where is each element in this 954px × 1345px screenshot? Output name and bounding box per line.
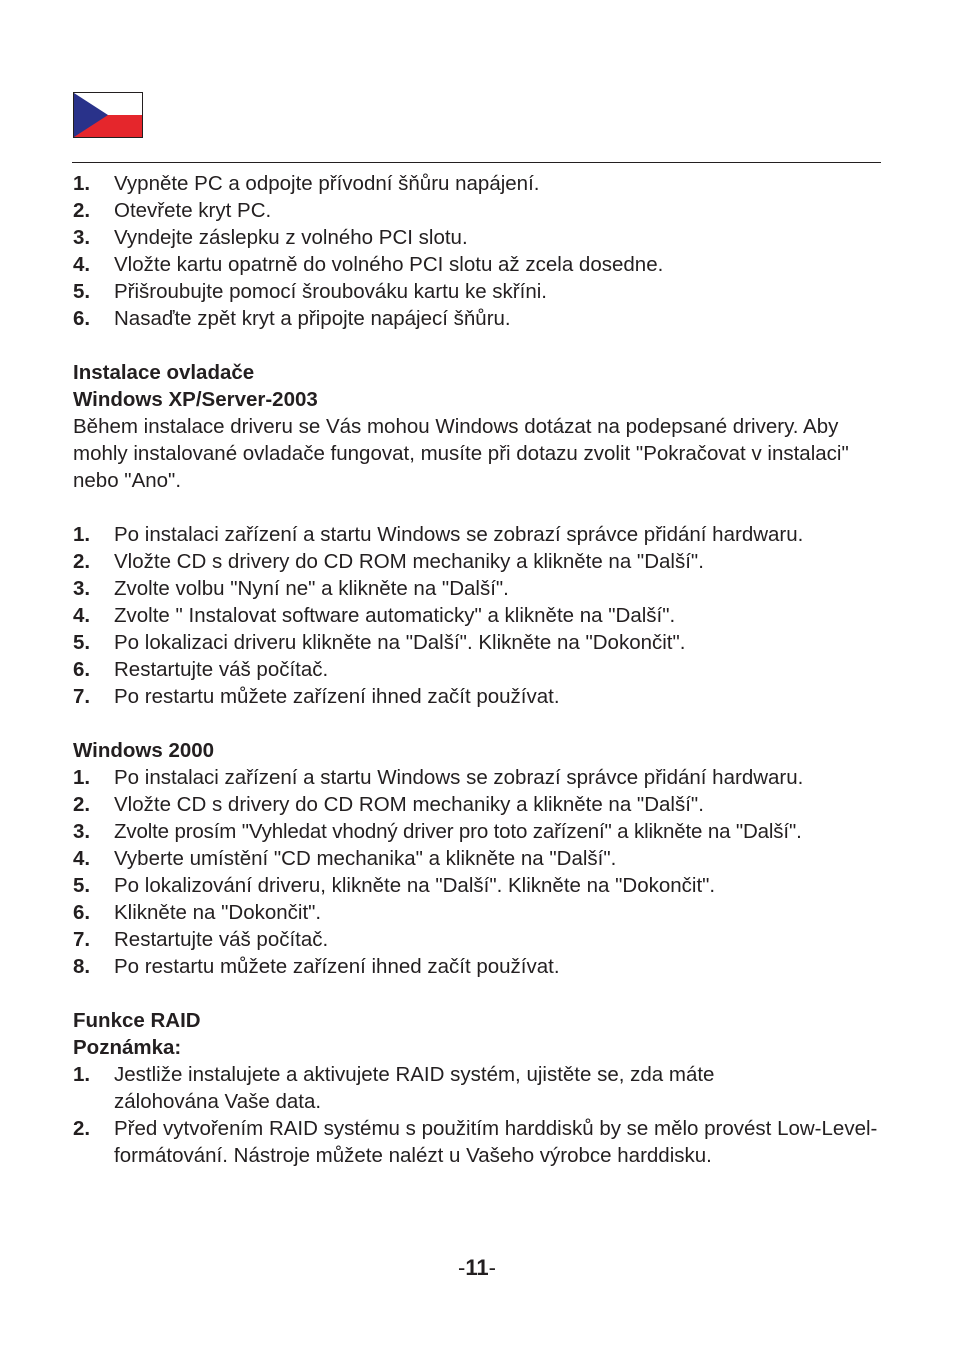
step-number: 3. bbox=[73, 226, 91, 249]
step-number: 4. bbox=[73, 253, 91, 276]
list-item bbox=[73, 629, 888, 656]
step-number: 6. bbox=[73, 658, 91, 681]
raid-heading: Funkce RAID bbox=[73, 1009, 201, 1032]
step-text: Zvolte prosím "Vyhledat vhodný driver pro toto zařízení" a klikněte na "Další". bbox=[114, 820, 802, 843]
step-number: 1. bbox=[73, 172, 91, 195]
step-number: 7. bbox=[73, 928, 91, 951]
step-text: Vložte CD s drivery do CD ROM mechaniky a klikněte na "Další". bbox=[114, 793, 704, 816]
list-item bbox=[73, 926, 888, 953]
windows-2000-heading: Windows 2000 bbox=[73, 739, 215, 762]
step-number: 2. bbox=[73, 550, 91, 573]
step-text: Před vytvořením RAID systému s použitím harddisků by se mělo provést Low-Level-formátování. Nástroje můžete nalézt u Vašeho výrobce harddisku. bbox=[114, 1117, 878, 1167]
hardware-install-steps bbox=[73, 170, 888, 332]
step-text: Vypněte PC a odpojte přívodní šňůru napájení. bbox=[114, 172, 540, 195]
step-number: 4. bbox=[73, 604, 91, 627]
list-item bbox=[73, 791, 888, 818]
step-number: 8. bbox=[73, 955, 91, 978]
windows-xp-steps bbox=[73, 521, 888, 710]
step-number: 3. bbox=[73, 577, 91, 600]
windows-2000-steps bbox=[73, 764, 888, 980]
step-text: Přišroubujte pomocí šroubováku kartu ke skříni. bbox=[114, 280, 547, 303]
list-item bbox=[73, 602, 888, 629]
list-item bbox=[73, 845, 888, 872]
czech-flag-icon bbox=[73, 92, 143, 138]
step-text: Nasaďte zpět kryt a připojte napájecí šňůru. bbox=[114, 307, 511, 330]
step-text: Vyndejte záslepku z volného PCI slotu. bbox=[114, 226, 468, 249]
step-text: Restartujte váš počítač. bbox=[114, 658, 329, 681]
list-item bbox=[73, 1061, 888, 1115]
step-number: 2. bbox=[73, 793, 91, 816]
step-text: Zvolte " Instalovat software automaticky" a klikněte na "Další". bbox=[114, 604, 676, 627]
step-number: 1. bbox=[73, 523, 91, 546]
list-item bbox=[73, 170, 888, 197]
list-item bbox=[73, 953, 888, 980]
list-item bbox=[73, 548, 888, 575]
step-number: 3. bbox=[73, 820, 91, 843]
step-text: Jestliže instalujete a aktivujete RAID systém, ujistěte se, zda máte zálohována Vaše data. bbox=[114, 1063, 721, 1113]
step-text: Po lokalizování driveru, klikněte na "Další". Klikněte na "Dokončit". bbox=[114, 874, 716, 897]
step-number: 5. bbox=[73, 631, 91, 654]
list-item bbox=[73, 305, 888, 332]
step-text: Klikněte na "Dokončit". bbox=[114, 901, 322, 924]
step-number: 1. bbox=[73, 766, 91, 789]
step-text: Po restartu můžete zařízení ihned začít používat. bbox=[114, 685, 560, 708]
step-number: 5. bbox=[73, 280, 91, 303]
list-item bbox=[73, 683, 888, 710]
step-text: Vyberte umístění "CD mechanika" a klikněte na "Další". bbox=[114, 847, 617, 870]
step-text: Vložte kartu opatrně do volného PCI slotu až zcela dosedne. bbox=[114, 253, 664, 276]
step-number: 7. bbox=[73, 685, 91, 708]
step-number: 1. bbox=[73, 1063, 91, 1086]
step-number: 2. bbox=[73, 1117, 91, 1140]
raid-notes bbox=[73, 1061, 888, 1169]
step-text: Po instalaci zařízení a startu Windows se zobrazí správce přidání hardwaru. bbox=[114, 523, 804, 546]
list-item bbox=[73, 224, 888, 251]
step-text: Otevřete kryt PC. bbox=[114, 199, 272, 222]
list-item bbox=[73, 521, 888, 548]
step-text: Zvolte volbu "Nyní ne" a klikněte na "Další". bbox=[114, 577, 509, 600]
list-item bbox=[73, 251, 888, 278]
step-text: Po instalaci zařízení a startu Windows se zobrazí správce přidání hardwaru. bbox=[114, 766, 804, 789]
windows-xp-heading: Windows XP/Server-2003 bbox=[73, 388, 318, 411]
list-item bbox=[73, 575, 888, 602]
step-text: Po restartu můžete zařízení ihned začít používat. bbox=[114, 955, 560, 978]
step-number: 6. bbox=[73, 901, 91, 924]
page-number: -11- bbox=[458, 1255, 496, 1280]
step-number: 2. bbox=[73, 199, 91, 222]
page-content bbox=[73, 170, 888, 1169]
list-item bbox=[73, 1115, 888, 1169]
step-number: 4. bbox=[73, 847, 91, 870]
driver-install-heading: Instalace ovladače bbox=[73, 361, 255, 384]
step-text: Po lokalizaci driveru klikněte na "Další". Klikněte na "Dokončit". bbox=[114, 631, 686, 654]
list-item bbox=[73, 278, 888, 305]
list-item bbox=[73, 899, 888, 926]
list-item bbox=[73, 656, 888, 683]
driver-intro-paragraph: Během instalace driveru se Vás mohou Windows dotázat na podepsané drivery. Aby mohly instalované ovladače fungovat, musíte při dotazu zvolit "Pokračovat v instalaci" nebo "Ano". bbox=[73, 415, 861, 492]
list-item bbox=[73, 197, 888, 224]
step-text: Vložte CD s drivery do CD ROM mechaniky a klikněte na "Další". bbox=[114, 550, 704, 573]
list-item bbox=[73, 818, 888, 845]
step-number: 5. bbox=[73, 874, 91, 897]
list-item bbox=[73, 764, 888, 791]
step-text: Restartujte váš počítač. bbox=[114, 928, 329, 951]
step-number: 6. bbox=[73, 307, 91, 330]
header-divider bbox=[72, 162, 881, 163]
list-item bbox=[73, 872, 888, 899]
raid-note-heading: Poznámka: bbox=[73, 1036, 182, 1059]
